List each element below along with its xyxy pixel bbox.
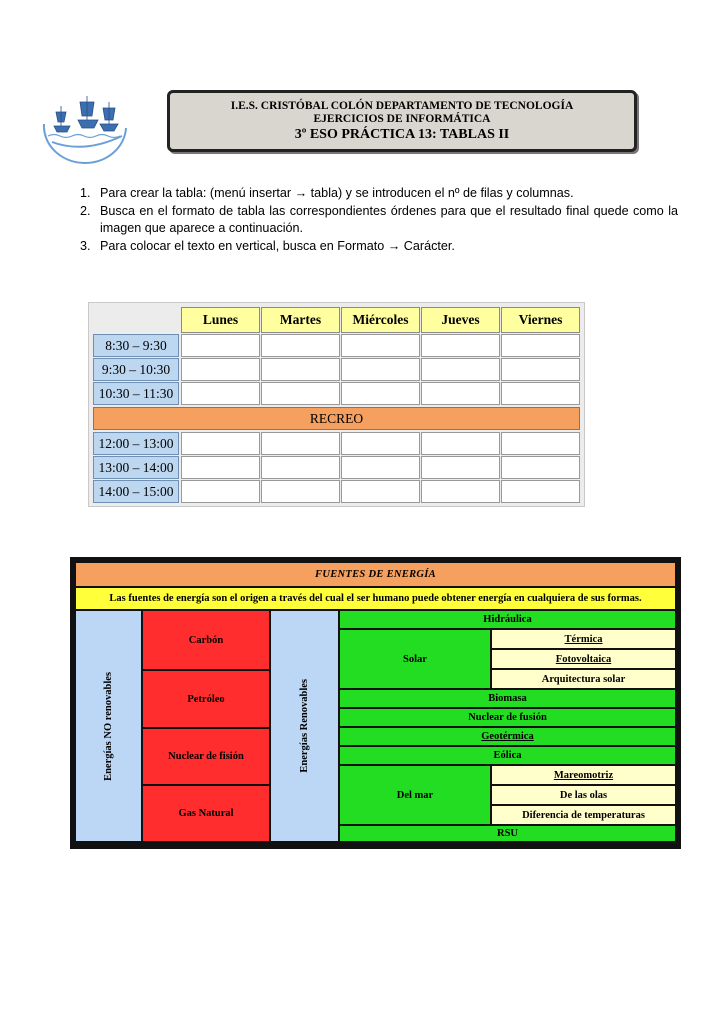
time-slot: 10:30 – 11:30 (93, 382, 179, 405)
schedule-cell[interactable] (261, 334, 340, 357)
schedule-cell[interactable] (421, 382, 500, 405)
schedule-cell[interactable] (341, 334, 420, 357)
header-line-3: 3º ESO PRÁCTICA 13: TABLAS II (294, 127, 510, 142)
renewable-item-geotermica: Geotérmica (340, 728, 675, 745)
schedule-cell[interactable] (501, 480, 580, 503)
non-renewable-item: Carbón (143, 611, 269, 669)
solar-subitem: Arquitectura solar (492, 670, 675, 688)
time-slot: 9:30 – 10:30 (93, 358, 179, 381)
instruction-number: 1. (80, 186, 91, 200)
time-slot: 8:30 – 9:30 (93, 334, 179, 357)
schedule-cell[interactable] (181, 334, 260, 357)
energy-sources-table (70, 557, 681, 849)
instruction-number: 3. (80, 238, 91, 253)
schedule-cell[interactable] (181, 382, 260, 405)
time-slot: 14:00 – 15:00 (93, 480, 179, 503)
day-header: Viernes (501, 307, 580, 333)
schedule-table (88, 302, 585, 507)
mar-subitem: De las olas (492, 786, 675, 804)
schedule-cell[interactable] (421, 432, 500, 455)
schedule-cell[interactable] (181, 480, 260, 503)
header-line-1: I.E.S. CRISTÓBAL COLÓN DEPARTAMENTO DE TECNOLOGÍA (230, 100, 574, 112)
school-logo-icon (34, 84, 134, 164)
renewable-item-nuclear-fusion: Nuclear de fusión (340, 709, 675, 726)
schedule-cell[interactable] (501, 382, 580, 405)
schedule-cell[interactable] (181, 432, 260, 455)
renewable-item-hidraulica: Hidráulica (340, 611, 675, 628)
solar-subitem: Térmica (492, 630, 675, 648)
renewable-item-biomasa: Biomasa (340, 690, 675, 707)
renewable-item-rsu: RSU (340, 826, 675, 841)
header-line-2: EJERCICIOS DE INFORMÁTICA (313, 113, 491, 125)
non-renewable-item: Nuclear de fisión (143, 729, 269, 784)
instruction-text: Para crear la tabla: (menú insertar → tabla) y se introducen el nº de filas y columnas. (100, 186, 574, 200)
instructions-list (80, 185, 678, 255)
schedule-cell[interactable] (421, 456, 500, 479)
renewable-item-eolica: Eólica (340, 747, 675, 764)
recreo-row: RECREO (93, 407, 580, 430)
day-header: Martes (261, 307, 340, 333)
renewable-item-solar: Solar (340, 630, 490, 688)
instruction-item (80, 203, 678, 238)
non-renewable-item: Petróleo (143, 671, 269, 727)
schedule-cell[interactable] (341, 432, 420, 455)
schedule-cell[interactable] (261, 456, 340, 479)
schedule-cell[interactable] (421, 334, 500, 357)
schedule-cell[interactable] (501, 358, 580, 381)
day-header: Miércoles (341, 307, 420, 333)
day-header: Lunes (181, 307, 260, 333)
schedule-cell[interactable] (261, 358, 340, 381)
schedule-cell[interactable] (341, 358, 420, 381)
schedule-cell[interactable] (341, 382, 420, 405)
non-renewable-label: Energías NO renovables (103, 671, 114, 781)
energy-description: Las fuentes de energía son el origen a través del cual el ser humano puede obtener energía en cualquiera de sus formas. (76, 588, 675, 609)
instruction-number: 2. (80, 203, 91, 218)
schedule-cell[interactable] (341, 480, 420, 503)
renewable-label: Energías Renovables (299, 679, 310, 773)
schedule-cell[interactable] (261, 432, 340, 455)
energy-title: FUENTES DE ENERGÍA (76, 563, 675, 586)
non-renewable-label-cell (76, 611, 141, 841)
schedule-cell[interactable] (261, 480, 340, 503)
renewable-item-del-mar: Del mar (340, 766, 490, 824)
time-slot: 13:00 – 14:00 (93, 456, 179, 479)
solar-subitem: Fotovoltaica (492, 650, 675, 668)
renewable-label-cell (271, 611, 338, 841)
schedule-cell[interactable] (501, 456, 580, 479)
schedule-cell[interactable] (181, 358, 260, 381)
instruction-item (80, 238, 678, 256)
instruction-item (80, 185, 678, 203)
non-renewable-item: Gas Natural (143, 786, 269, 841)
schedule-cell[interactable] (501, 432, 580, 455)
day-header: Jueves (421, 307, 500, 333)
instruction-text: Para colocar el texto en vertical, busca en Formato → Carácter. (100, 238, 455, 253)
schedule-cell[interactable] (261, 382, 340, 405)
schedule-cell[interactable] (421, 480, 500, 503)
schedule-cell[interactable] (181, 456, 260, 479)
schedule-cell[interactable] (501, 334, 580, 357)
schedule-cell[interactable] (341, 456, 420, 479)
document-header (167, 90, 637, 152)
mar-subitem: Mareomotriz (492, 766, 675, 784)
instruction-text: Busca en el formato de tabla las correspondientes órdenes para que el resultado final quede como la imagen que aparece a continuación. (100, 203, 678, 235)
mar-subitem: Diferencia de temperaturas (492, 806, 675, 824)
time-slot: 12:00 – 13:00 (93, 432, 179, 455)
schedule-cell[interactable] (421, 358, 500, 381)
